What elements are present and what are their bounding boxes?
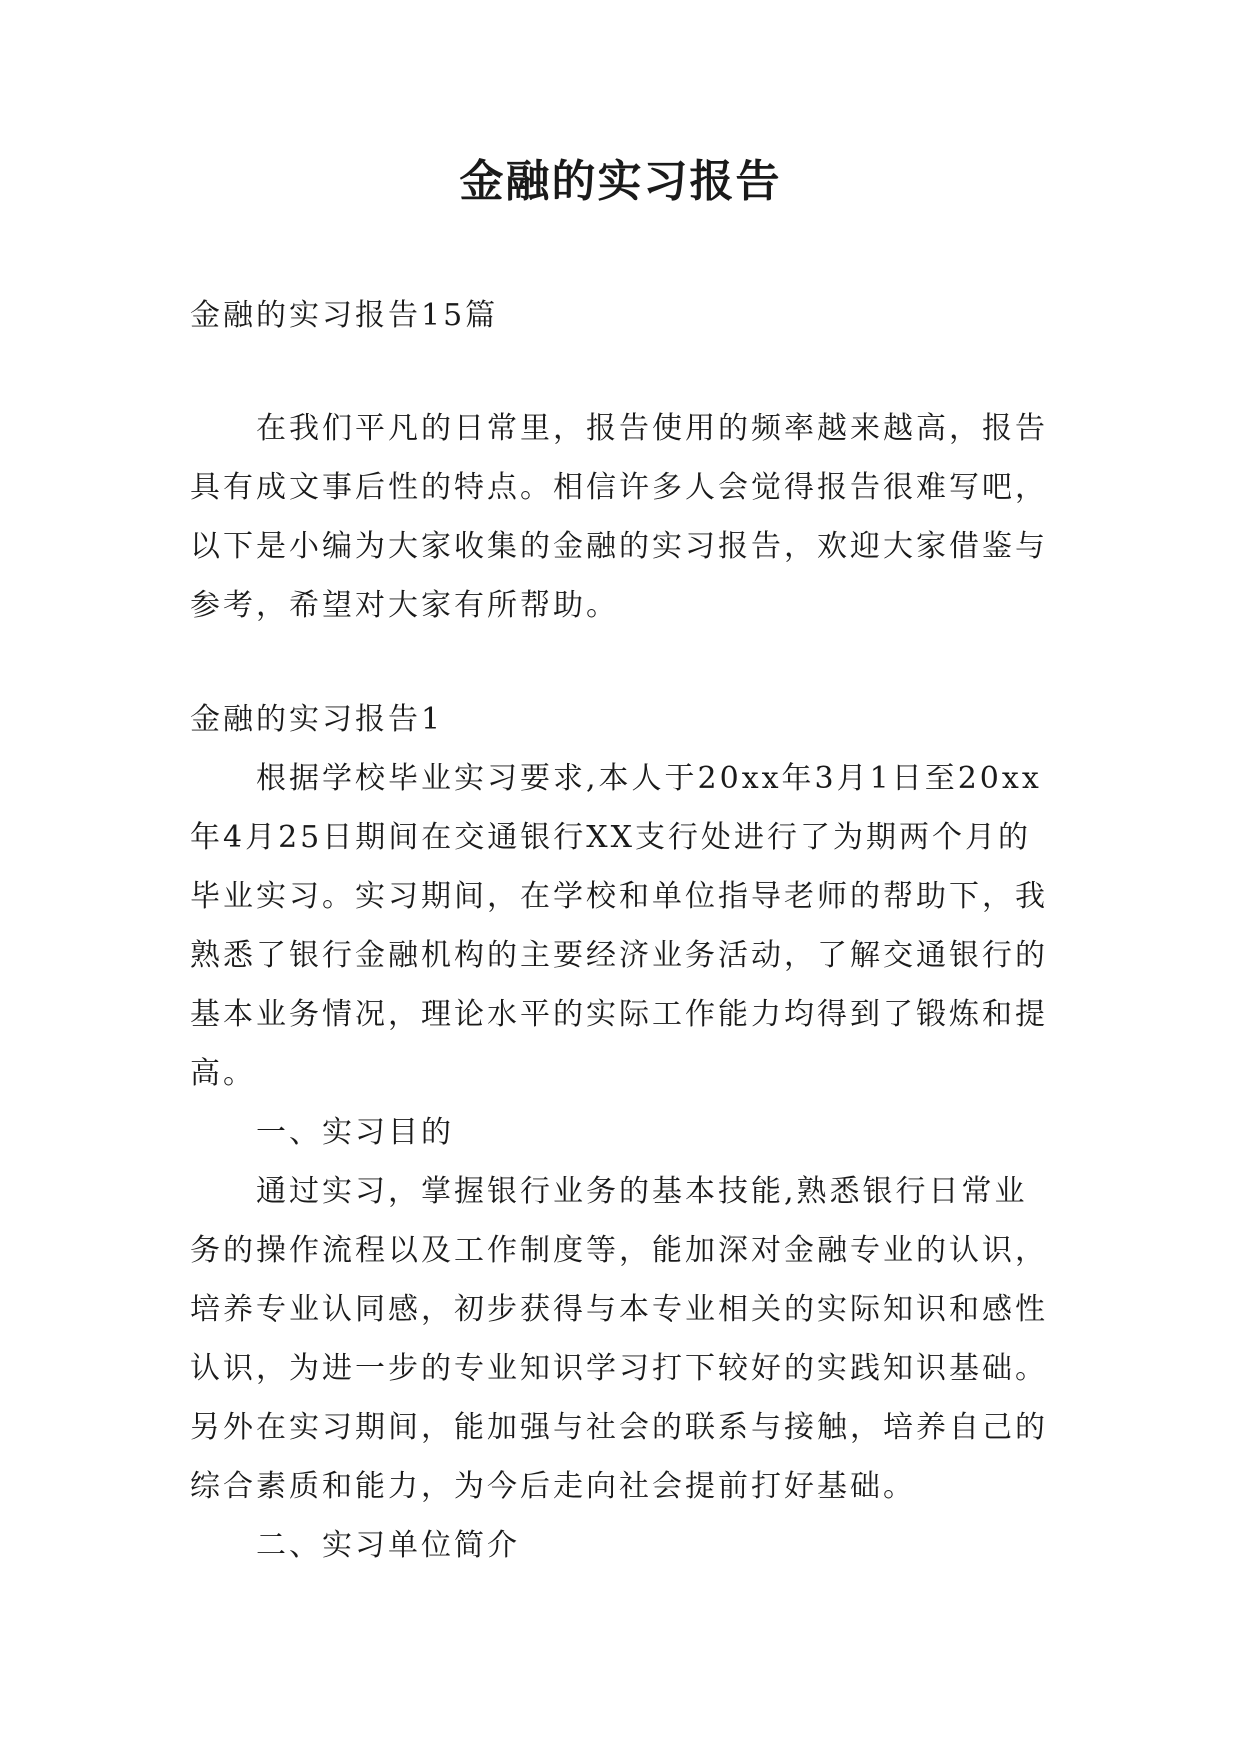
subheading-purpose: 一、实习目的: [256, 1115, 454, 1150]
body-line: 根据学校毕业实习要求,本人于20xx年3月1日至20xx: [256, 761, 1042, 796]
body-line: 熟悉了银行金融机构的主要经济业务活动，了解交通银行的: [190, 938, 1048, 973]
intro-line: 参考，希望对大家有所帮助。: [190, 588, 619, 623]
document-title: 金融的实习报告: [459, 156, 782, 207]
body-line: 高。: [190, 1056, 256, 1091]
body-line: 毕业实习。实习期间，在学校和单位指导老师的帮助下，我: [190, 879, 1048, 914]
intro-line: 以下是小编为大家收集的金融的实习报告，欢迎大家借鉴与: [190, 529, 1048, 564]
body-line: 通过实习，掌握银行业务的基本技能,熟悉银行日常业: [256, 1174, 1028, 1209]
intro-line: 具有成文事后性的特点。相信许多人会觉得报告很难写吧，: [190, 470, 1048, 505]
document-subtitle: 金融的实习报告15篇: [190, 298, 499, 333]
body-line: 基本业务情况，理论水平的实际工作能力均得到了锻炼和提: [190, 997, 1048, 1032]
subheading-unit: 二、实习单位简介: [256, 1528, 520, 1563]
body-line: 培养专业认同感，初步获得与本专业相关的实际知识和感性: [190, 1292, 1048, 1327]
section-heading: 金融的实习报告1: [190, 702, 444, 737]
body-line: 年4月25日期间在交通银行XX支行处进行了为期两个月的: [190, 820, 1031, 855]
intro-line: 在我们平凡的日常里，报告使用的频率越来越高，报告: [256, 411, 1048, 446]
body-line: 务的操作流程以及工作制度等，能加深对金融专业的认识，: [190, 1233, 1048, 1268]
body-line: 另外在实习期间，能加强与社会的联系与接触，培养自己的: [190, 1410, 1048, 1445]
body-line: 综合素质和能力，为今后走向社会提前打好基础。: [190, 1469, 916, 1504]
body-line: 认识，为进一步的专业知识学习打下较好的实践知识基础。: [190, 1351, 1048, 1386]
